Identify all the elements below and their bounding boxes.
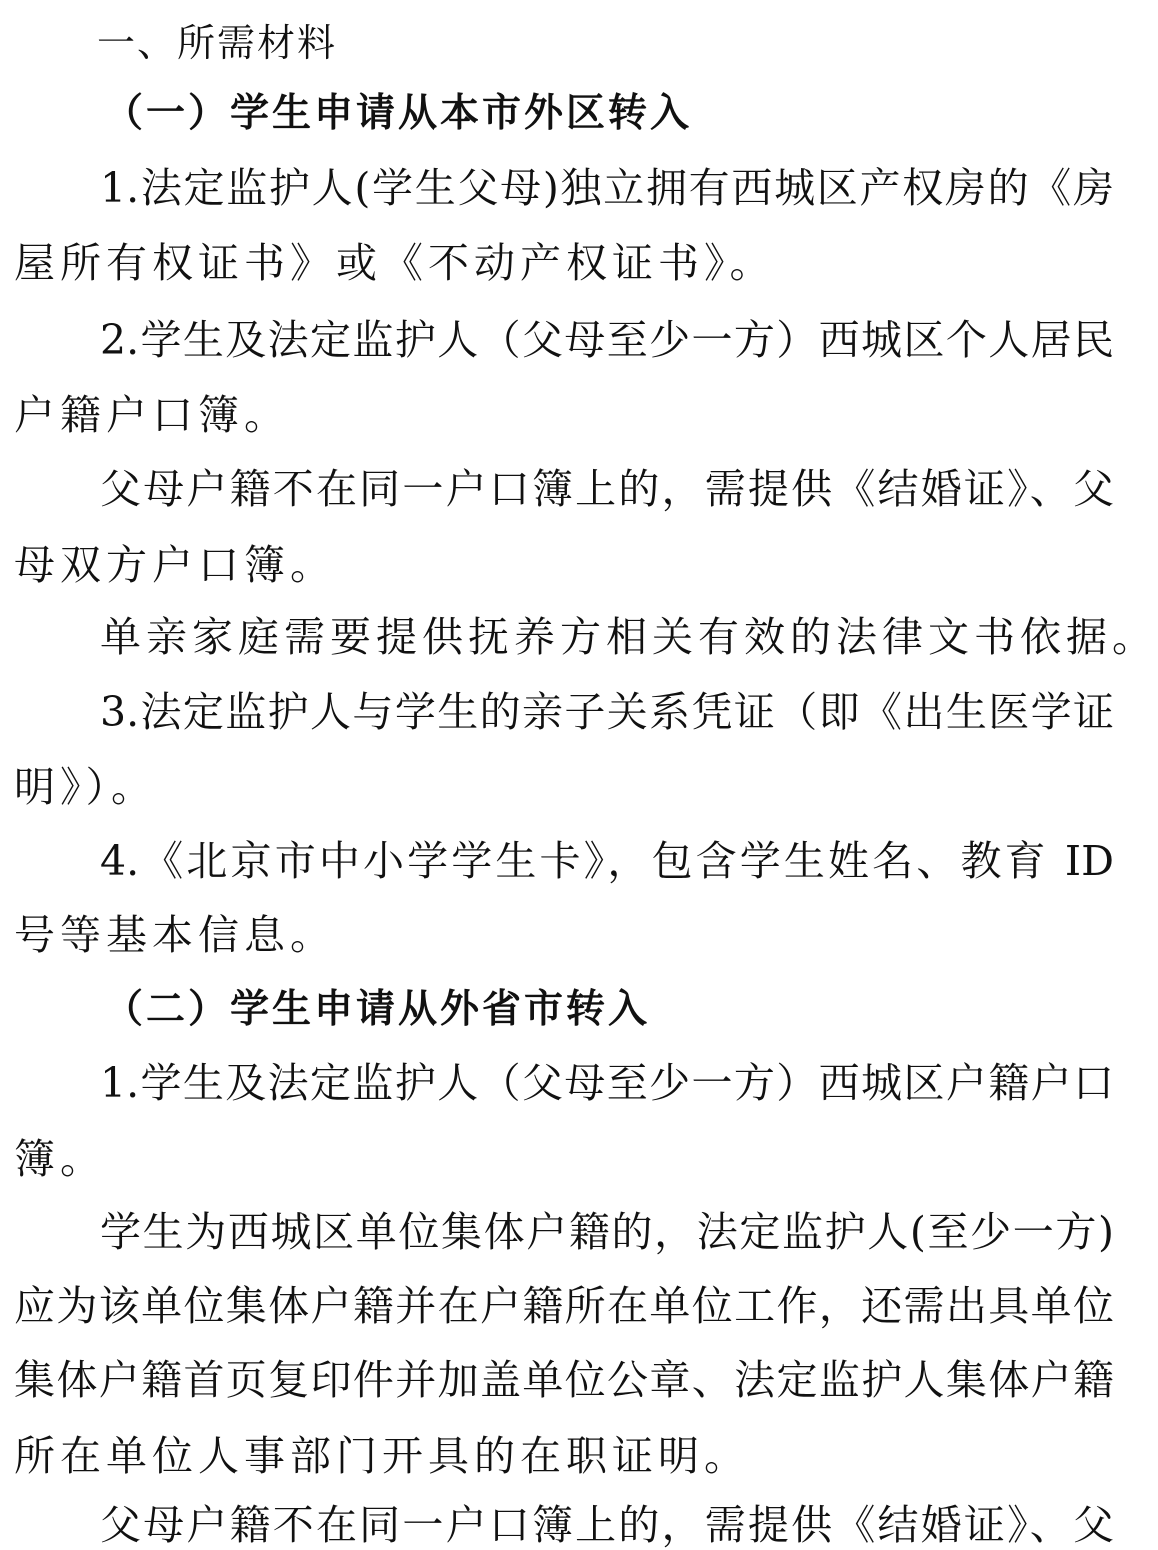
s1-item1-line2: 屋所有权证书》或《不动产权证书》。 <box>14 239 776 287</box>
s1-item3-line1: 3.法定监护人与学生的亲子关系凭证（即《出生医学证 <box>100 688 1114 736</box>
s2-note1-line1: 学生为西城区单位集体户籍的，法定监护人(至少一方) <box>100 1208 1114 1256</box>
s1-item4-line2: 号等基本信息。 <box>14 911 336 959</box>
s1-item2-line1: 2.学生及法定监护人（父母至少一方）西城区个人居民 <box>100 316 1114 364</box>
s1-item3-line2: 明》）。 <box>14 763 157 811</box>
subsection-2-title: （二）学生申请从外省市转入 <box>104 986 651 1032</box>
s1-item4-line1: 4.《北京市中小学学生卡》，包含学生姓名、教育 ID <box>100 837 1114 885</box>
section-title: 一、所需材料 <box>97 21 338 65</box>
s1-note1-line2: 母双方户口簿。 <box>14 541 336 589</box>
s1-item1-line1: 1.法定监护人(学生父母)独立拥有西城区产权房的《房 <box>100 164 1114 212</box>
s2-note1-line4: 所在单位人事部门开具的在职证明。 <box>14 1432 750 1480</box>
s2-note1-line2: 应为该单位集体户籍并在户籍所在单位工作，还需出具单位 <box>14 1282 1114 1330</box>
s2-note1-line3: 集体户籍首页复印件并加盖单位公章、法定监护人集体户籍 <box>14 1356 1114 1404</box>
s1-item2-line2: 户籍户口簿。 <box>14 391 290 439</box>
s2-item1-line1: 1.学生及法定监护人（父母至少一方）西城区户籍户口 <box>100 1059 1114 1107</box>
s1-note2: 单亲家庭需要提供抚养方相关有效的法律文书依据。 <box>100 613 1158 661</box>
subsection-1-title: （一）学生申请从本市外区转入 <box>104 90 693 136</box>
s2-item1-line2: 簿。 <box>14 1135 106 1183</box>
s2-cut-line: 父母户籍不在同一户口簿上的，需提供《结婚证》、父 <box>100 1501 1114 1549</box>
s1-note1-line1: 父母户籍不在同一户口簿上的，需提供《结婚证》、父 <box>100 465 1114 513</box>
